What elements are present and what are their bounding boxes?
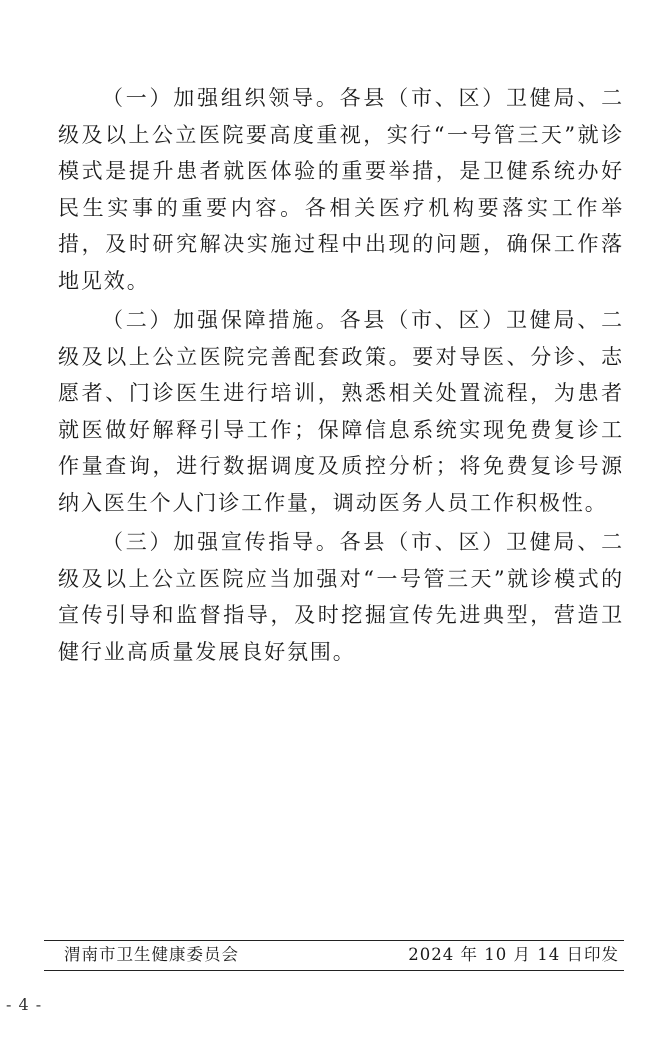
footer-bottom-rule — [44, 970, 624, 971]
footer-issuer: 渭南市卫生健康委员会 — [64, 945, 239, 964]
paragraph-publicity-guidance: （三）加强宣传指导。各县（市、区）卫健局、二级及以上公立医院应当加强对“一号管三天”就诊模式的宣传引导和监督指导，及时挖掘宣传先进典型，营造卫健行业高质量发展良好氛围。 — [58, 530, 624, 664]
paragraph-organization-leadership: （一）加强组织领导。各县（市、区）卫健局、二级及以上公立医院要高度重视，实行“一号管三天”就诊模式是提升患者就医体验的重要举措，是卫健系统办好民生实事的重要内容。各相关医疗机构要落实工作举措，及时研究解决实施过程中出现的问题，确保工作落地见效。 — [58, 86, 624, 293]
page-number: - 4 - — [6, 995, 43, 1014]
footer-top-rule — [44, 940, 624, 941]
paragraph-support-measures: （二）加强保障措施。各县（市、区）卫健局、二级及以上公立医院完善配套政策。要对导医、分诊、志愿者、门诊医生进行培训，熟悉相关处置流程，为患者就医做好解释引导工作；保障信息系统实现免费复诊工作量查询，进行数据调度及质控分析；将免费复诊号源纳入医生个人门诊工作量，调动医务人员工作积极性。 — [58, 308, 624, 515]
footer-issue-date: 2024 年 10 月 14 日印发 — [408, 945, 619, 964]
document-body — [58, 80, 624, 670]
